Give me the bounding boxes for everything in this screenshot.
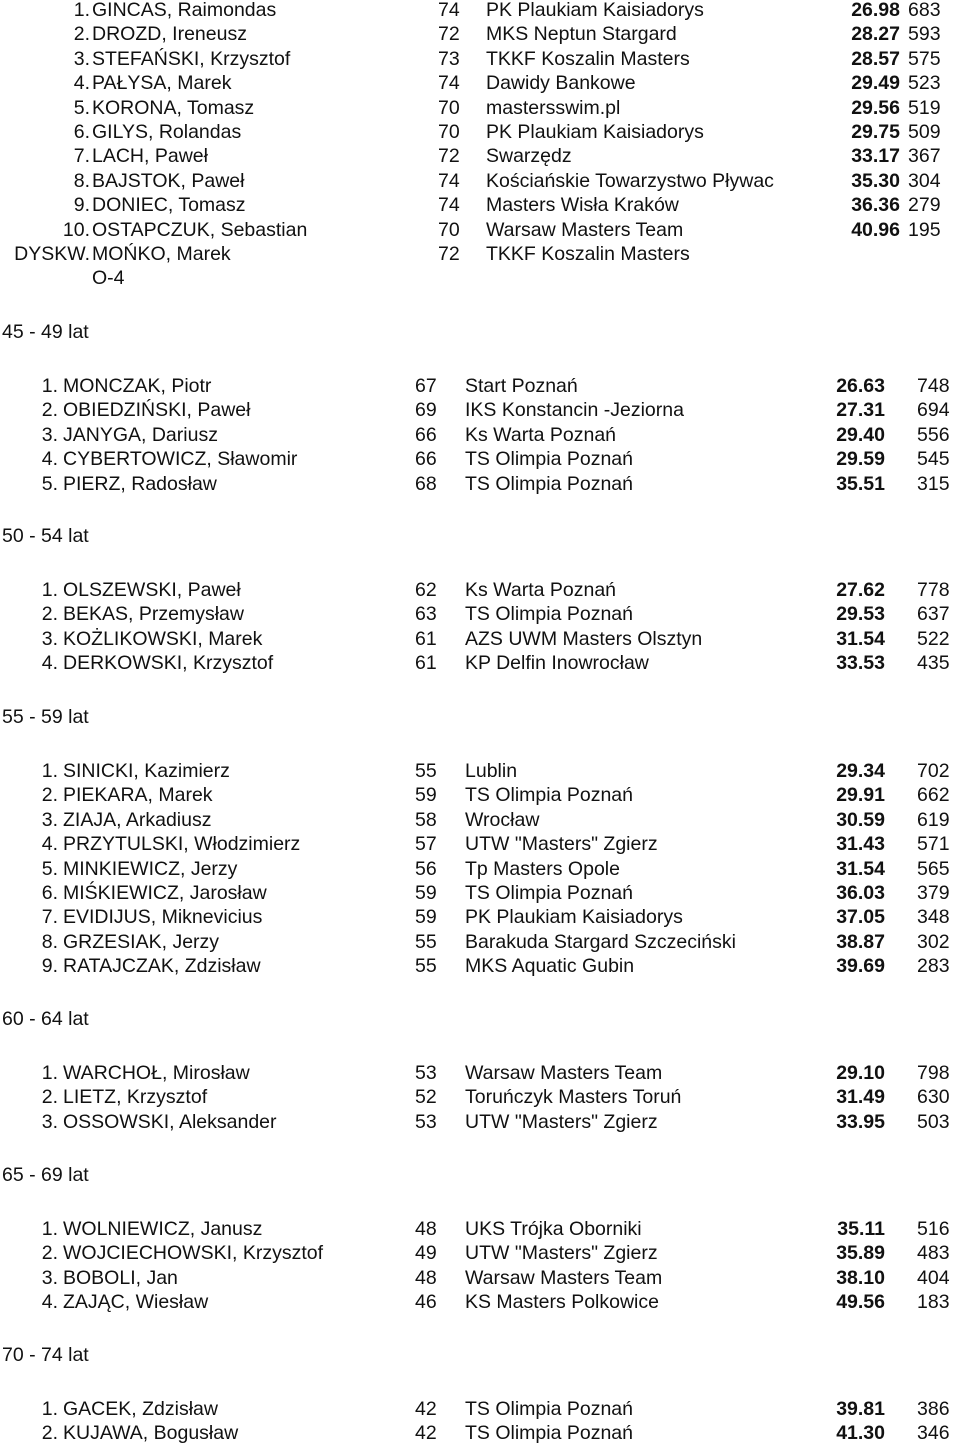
- result-row: [0, 651, 960, 675]
- fina-points: 404: [917, 1266, 950, 1289]
- competitor-name: DERKOWSKI, Krzysztof: [63, 652, 274, 675]
- place: 4.: [41, 1291, 58, 1314]
- result-row: [0, 881, 960, 905]
- place: 8.: [73, 169, 90, 192]
- competitor-name: MIŚKIEWICZ, Jarosław: [63, 882, 267, 904]
- place: 4.: [41, 833, 58, 856]
- birth-year: 59: [415, 882, 437, 904]
- competitor-name: MONCZAK, Piotr: [63, 375, 212, 397]
- result-row: [0, 472, 960, 496]
- fina-points: 798: [917, 1062, 950, 1084]
- birth-year: 59: [415, 784, 437, 807]
- competitor-name: CYBERTOWICZ, Sławomir: [63, 448, 298, 471]
- swim-time: 49.56: [836, 1291, 885, 1314]
- fina-points: 778: [917, 579, 950, 601]
- birth-year: 72: [438, 243, 460, 265]
- place: 4.: [41, 448, 58, 471]
- birth-year: 61: [415, 652, 437, 675]
- fina-points: 279: [908, 194, 941, 217]
- swim-time: 35.89: [836, 1242, 885, 1265]
- place: 5.: [73, 96, 90, 119]
- club-name: Barakuda Stargard Szczeciński: [465, 930, 736, 953]
- club-name: TS Olimpia Poznań: [465, 472, 633, 495]
- club-name: MKS Aquatic Gubin: [465, 955, 635, 978]
- fina-points: 702: [917, 760, 950, 782]
- swim-time: 29.91: [836, 784, 885, 807]
- club-name: Ks Warta Poznań: [465, 579, 617, 601]
- fina-points: 346: [917, 1422, 950, 1445]
- place: 7.: [73, 145, 90, 168]
- result-row: [0, 1061, 960, 1085]
- place: 2.: [41, 1086, 58, 1109]
- competitor-name: BOBOLI, Jan: [63, 1266, 178, 1289]
- place: 9.: [41, 955, 58, 978]
- fina-points: 662: [917, 784, 950, 807]
- competitor-name: STEFAŃSKI, Krzysztof: [92, 47, 291, 70]
- birth-year: 48: [415, 1266, 437, 1289]
- result-row: [0, 398, 960, 422]
- place: 2.: [41, 784, 58, 807]
- result-row: [0, 193, 960, 217]
- swim-time: 33.95: [836, 1110, 885, 1133]
- result-row: [0, 47, 960, 71]
- birth-year: 66: [415, 448, 437, 471]
- place: 6.: [73, 121, 90, 143]
- fina-points: 386: [917, 1398, 950, 1420]
- swim-time: 29.34: [836, 760, 885, 782]
- swim-time: 35.30: [851, 169, 900, 192]
- club-name: TS Olimpia Poznań: [465, 1422, 633, 1445]
- competitor-name: PIERZ, Radosław: [63, 472, 217, 495]
- age-group-heading: 65 - 69 lat: [2, 1164, 89, 1186]
- competitor-name: ZAJĄC, Wiesław: [63, 1291, 209, 1314]
- club-name: UTW "Masters" Zgierz: [465, 833, 658, 856]
- club-name: Wrocław: [465, 808, 540, 831]
- dsq-row: [0, 242, 960, 266]
- place: 6.: [41, 882, 58, 904]
- result-row: [0, 1110, 960, 1134]
- fina-points: 565: [917, 857, 950, 880]
- fina-points: 195: [908, 218, 941, 241]
- result-row: [0, 1085, 960, 1109]
- place: 1.: [41, 579, 58, 601]
- club-name: UTW "Masters" Zgierz: [465, 1110, 658, 1133]
- swim-time: 26.98: [851, 0, 900, 21]
- result-row: [0, 1266, 960, 1290]
- club-name: Warsaw Masters Team: [465, 1266, 663, 1289]
- swim-time: 40.96: [851, 218, 900, 241]
- birth-year: 74: [438, 194, 460, 217]
- place: 4.: [41, 652, 58, 675]
- club-name: mastersswim.pl: [486, 96, 621, 119]
- age-group-heading: 45 - 49 lat: [2, 321, 89, 343]
- fina-points: 367: [908, 145, 941, 168]
- birth-year: 57: [415, 833, 437, 856]
- place: 1.: [41, 1062, 58, 1084]
- club-name: Tp Masters Opole: [465, 857, 620, 880]
- birth-year: 72: [438, 23, 460, 46]
- swim-time: 29.75: [851, 121, 900, 143]
- place: 5.: [41, 472, 58, 495]
- fina-points: 522: [917, 627, 950, 650]
- birth-year: 58: [415, 808, 437, 831]
- swim-time: 29.10: [836, 1062, 885, 1084]
- birth-year: 55: [415, 760, 437, 782]
- competitor-name: OSTAPCZUK, Sebastian: [92, 218, 308, 241]
- result-row: [0, 905, 960, 929]
- place: 5.: [41, 857, 58, 880]
- result-row: [0, 0, 960, 22]
- result-row: [0, 627, 960, 651]
- competitor-name: LACH, Paweł: [92, 145, 208, 168]
- swim-time: 31.43: [836, 833, 885, 856]
- place: 3.: [73, 47, 90, 70]
- fina-points: 283: [917, 955, 950, 978]
- birth-year: 66: [415, 423, 437, 446]
- age-group-heading: 70 - 74 lat: [2, 1344, 89, 1366]
- swim-time: 27.31: [836, 399, 885, 422]
- fina-points: 503: [917, 1110, 950, 1133]
- place: 3.: [41, 1266, 58, 1289]
- result-row: [0, 218, 960, 242]
- club-name: TKKF Koszalin Masters: [486, 47, 690, 70]
- swim-time: 31.54: [836, 627, 885, 650]
- competitor-name: WARCHOŁ, Mirosław: [63, 1062, 250, 1084]
- fina-points: 348: [917, 906, 950, 929]
- swim-time: 29.56: [851, 96, 900, 119]
- club-name: KS Masters Polkowice: [465, 1291, 659, 1314]
- fina-points: 748: [917, 375, 950, 397]
- birth-year: 53: [415, 1062, 437, 1084]
- club-name: TS Olimpia Poznań: [465, 603, 633, 626]
- competitor-name: JANYGA, Dariusz: [63, 423, 218, 446]
- result-row: [0, 1217, 960, 1241]
- birth-year: 74: [438, 72, 460, 95]
- place: 2.: [41, 399, 58, 422]
- place: 3.: [41, 1110, 58, 1133]
- birth-year: 73: [438, 47, 460, 70]
- competitor-name: PIEKARA, Marek: [63, 784, 213, 807]
- result-row: [0, 22, 960, 46]
- fina-points: 694: [917, 399, 950, 422]
- swim-time: 28.57: [851, 47, 900, 70]
- age-group-heading: 55 - 59 lat: [2, 706, 89, 728]
- place: 1.: [41, 760, 58, 782]
- competitor-name: EVIDIJUS, Miknevicius: [63, 906, 263, 929]
- place: 8.: [41, 930, 58, 953]
- fina-points: 630: [917, 1086, 950, 1109]
- birth-year: 53: [415, 1110, 437, 1133]
- competitor-name: GINCAS, Raimondas: [92, 0, 277, 21]
- competitor-name: GACEK, Zdzisław: [63, 1398, 218, 1420]
- result-row: [0, 169, 960, 193]
- birth-year: 59: [415, 906, 437, 929]
- fina-points: 302: [917, 930, 950, 953]
- club-name: Toruńczyk Masters Toruń: [465, 1086, 682, 1109]
- club-name: Lublin: [465, 760, 518, 782]
- swim-time: 39.69: [836, 955, 885, 978]
- place: 1.: [41, 1398, 58, 1420]
- club-name: TS Olimpia Poznań: [465, 882, 633, 904]
- competitor-name: ZIAJA, Arkadiusz: [63, 808, 212, 831]
- club-name: KP Delfin Inowrocław: [465, 652, 649, 675]
- birth-year: 56: [415, 857, 437, 880]
- competitor-name: GRZESIAK, Jerzy: [63, 930, 220, 953]
- swim-time: 29.49: [851, 72, 900, 95]
- result-row: [0, 144, 960, 168]
- result-row: [0, 954, 960, 978]
- result-row: [0, 423, 960, 447]
- club-name: AZS UWM Masters Olsztyn: [465, 627, 703, 650]
- birth-year: 46: [415, 1291, 437, 1314]
- swim-time: 31.54: [836, 857, 885, 880]
- competitor-name: OLSZEWSKI, Paweł: [63, 579, 241, 601]
- result-row: [0, 602, 960, 626]
- place: 2.: [41, 603, 58, 626]
- swim-time: 36.03: [836, 882, 885, 904]
- competitor-name: MOŃKO, Marek: [92, 243, 231, 265]
- swim-time: 35.51: [836, 472, 885, 495]
- competitor-name: WOLNIEWICZ, Janusz: [63, 1218, 263, 1240]
- swim-time: 26.63: [836, 375, 885, 397]
- club-name: TKKF Koszalin Masters: [486, 243, 690, 265]
- swim-time: 41.30: [836, 1422, 885, 1445]
- swim-time: 29.53: [836, 603, 885, 626]
- club-name: Masters Wisła Kraków: [486, 194, 679, 217]
- competitor-name: WOJCIECHOWSKI, Krzysztof: [63, 1242, 324, 1265]
- result-row: [0, 930, 960, 954]
- swim-time: 27.62: [836, 579, 885, 601]
- swim-time: 33.17: [851, 145, 900, 168]
- club-name: UTW "Masters" Zgierz: [465, 1242, 658, 1265]
- birth-year: 61: [415, 627, 437, 650]
- club-name: Warsaw Masters Team: [465, 1062, 663, 1084]
- fina-points: 315: [917, 472, 950, 495]
- swim-time: 38.87: [836, 930, 885, 953]
- place: 3.: [41, 423, 58, 446]
- fina-points: 519: [908, 96, 941, 119]
- fina-points: 183: [917, 1291, 950, 1314]
- result-row: [0, 447, 960, 471]
- birth-year: 74: [438, 0, 460, 21]
- result-row: [0, 783, 960, 807]
- result-row: [0, 1421, 960, 1445]
- result-row: [0, 759, 960, 783]
- club-name: PK Plaukiam Kaisiadorys: [465, 906, 683, 929]
- competitor-name: BEKAS, Przemysław: [63, 603, 244, 626]
- competitor-name: BAJSTOK, Paweł: [92, 169, 245, 192]
- swim-time: 29.40: [836, 423, 885, 446]
- place: 4.: [73, 72, 90, 95]
- competitor-name: DONIEC, Tomasz: [92, 194, 246, 217]
- birth-year: 63: [415, 603, 437, 626]
- result-row: [0, 857, 960, 881]
- disqualification-code: O-4: [92, 267, 125, 290]
- fina-points: 683: [908, 0, 941, 21]
- fina-points: 556: [917, 423, 950, 446]
- birth-year: 62: [415, 579, 437, 601]
- fina-points: 509: [908, 121, 941, 143]
- swim-time: 28.27: [851, 23, 900, 46]
- fina-points: 575: [908, 47, 941, 70]
- result-row: [0, 1290, 960, 1314]
- club-name: IKS Konstancin -Jeziorna: [465, 399, 684, 422]
- fina-points: 571: [917, 833, 950, 856]
- fina-points: 545: [917, 448, 950, 471]
- result-row: [0, 808, 960, 832]
- competitor-name: KOŻLIKOWSKI, Marek: [63, 627, 263, 650]
- birth-year: 52: [415, 1086, 437, 1109]
- birth-year: 49: [415, 1242, 437, 1265]
- club-name: PK Plaukiam Kaisiadorys: [486, 121, 704, 143]
- club-name: Dawidy Bankowe: [486, 72, 636, 95]
- place: 3.: [41, 627, 58, 650]
- result-row: [0, 578, 960, 602]
- fina-points: 379: [917, 882, 950, 904]
- result-row: [0, 71, 960, 95]
- birth-year: 74: [438, 169, 460, 192]
- competitor-name: GILYS, Rolandas: [92, 121, 242, 143]
- birth-year: 70: [438, 96, 460, 119]
- competitor-name: OSSOWSKI, Aleksander: [63, 1110, 277, 1133]
- birth-year: 69: [415, 399, 437, 422]
- swim-time: 39.81: [836, 1398, 885, 1420]
- club-name: Warsaw Masters Team: [486, 218, 684, 241]
- competitor-name: DROZD, Ireneusz: [92, 23, 247, 46]
- club-name: TS Olimpia Poznań: [465, 1398, 633, 1420]
- club-name: Start Poznań: [465, 375, 578, 397]
- birth-year: 70: [438, 218, 460, 241]
- competitor-name: LIETZ, Krzysztof: [63, 1086, 208, 1109]
- fina-points: 483: [917, 1242, 950, 1265]
- club-name: UKS Trójka Oborniki: [465, 1218, 642, 1240]
- swim-time: 33.53: [836, 652, 885, 675]
- place: 9.: [73, 194, 90, 217]
- fina-points: 619: [917, 808, 950, 831]
- club-name: PK Plaukiam Kaisiadorys: [486, 0, 704, 21]
- fina-points: 304: [908, 169, 941, 192]
- swim-time: 31.49: [836, 1086, 885, 1109]
- result-row: [0, 120, 960, 144]
- place: 1.: [41, 375, 58, 397]
- competitor-name: SINICKI, Kazimierz: [63, 760, 230, 782]
- club-name: Kościańskie Towarzystwo Pływac: [486, 169, 774, 192]
- birth-year: 48: [415, 1218, 437, 1240]
- place: 2.: [73, 23, 90, 46]
- club-name: TS Olimpia Poznań: [465, 784, 633, 807]
- swim-time: 30.59: [836, 808, 885, 831]
- result-row: [0, 374, 960, 398]
- club-name: Ks Warta Poznań: [465, 423, 617, 446]
- birth-year: 67: [415, 375, 437, 397]
- fina-points: 593: [908, 23, 941, 46]
- competitor-name: RATAJCZAK, Zdzisław: [63, 955, 261, 978]
- place: 3.: [41, 808, 58, 831]
- swim-time: 37.05: [836, 906, 885, 929]
- fina-points: 523: [908, 72, 941, 95]
- competitor-name: PAŁYSA, Marek: [92, 72, 232, 95]
- place: 10.: [62, 218, 90, 241]
- age-group-heading: 50 - 54 lat: [2, 525, 89, 547]
- place: 7.: [41, 906, 58, 929]
- birth-year: 72: [438, 145, 460, 168]
- fina-points: 435: [917, 652, 950, 675]
- place: 2.: [41, 1422, 58, 1445]
- result-row: [0, 832, 960, 856]
- place: 1.: [73, 0, 90, 21]
- competitor-name: KUJAWA, Bogusław: [63, 1422, 239, 1445]
- club-name: Swarzędz: [486, 145, 572, 168]
- birth-year: 68: [415, 472, 437, 495]
- competitor-name: OBIEDZIŃSKI, Paweł: [63, 399, 251, 422]
- swim-time: 36.36: [851, 194, 900, 217]
- competitor-name: PRZYTULSKI, Włodzimierz: [63, 833, 301, 856]
- swim-time: 29.59: [836, 448, 885, 471]
- fina-points: 637: [917, 603, 950, 626]
- place: 1.: [41, 1218, 58, 1240]
- birth-year: 42: [415, 1422, 437, 1445]
- competitor-name: KORONA, Tomasz: [92, 96, 255, 119]
- place: 2.: [41, 1242, 58, 1265]
- birth-year: 55: [415, 930, 437, 953]
- club-name: MKS Neptun Stargard: [486, 23, 677, 46]
- dsq-code-row: [0, 266, 960, 290]
- swim-time: 38.10: [836, 1266, 885, 1289]
- fina-points: 516: [917, 1218, 950, 1240]
- club-name: TS Olimpia Poznań: [465, 448, 633, 471]
- result-row: [0, 1397, 960, 1421]
- result-row: [0, 1241, 960, 1265]
- competitor-name: MINKIEWICZ, Jerzy: [63, 857, 238, 880]
- age-group-heading: 60 - 64 lat: [2, 1008, 89, 1030]
- birth-year: 70: [438, 121, 460, 143]
- birth-year: 42: [415, 1398, 437, 1420]
- result-row: [0, 96, 960, 120]
- place: DYSKW.: [14, 243, 90, 265]
- birth-year: 55: [415, 955, 437, 978]
- swim-time: 35.11: [837, 1218, 885, 1240]
